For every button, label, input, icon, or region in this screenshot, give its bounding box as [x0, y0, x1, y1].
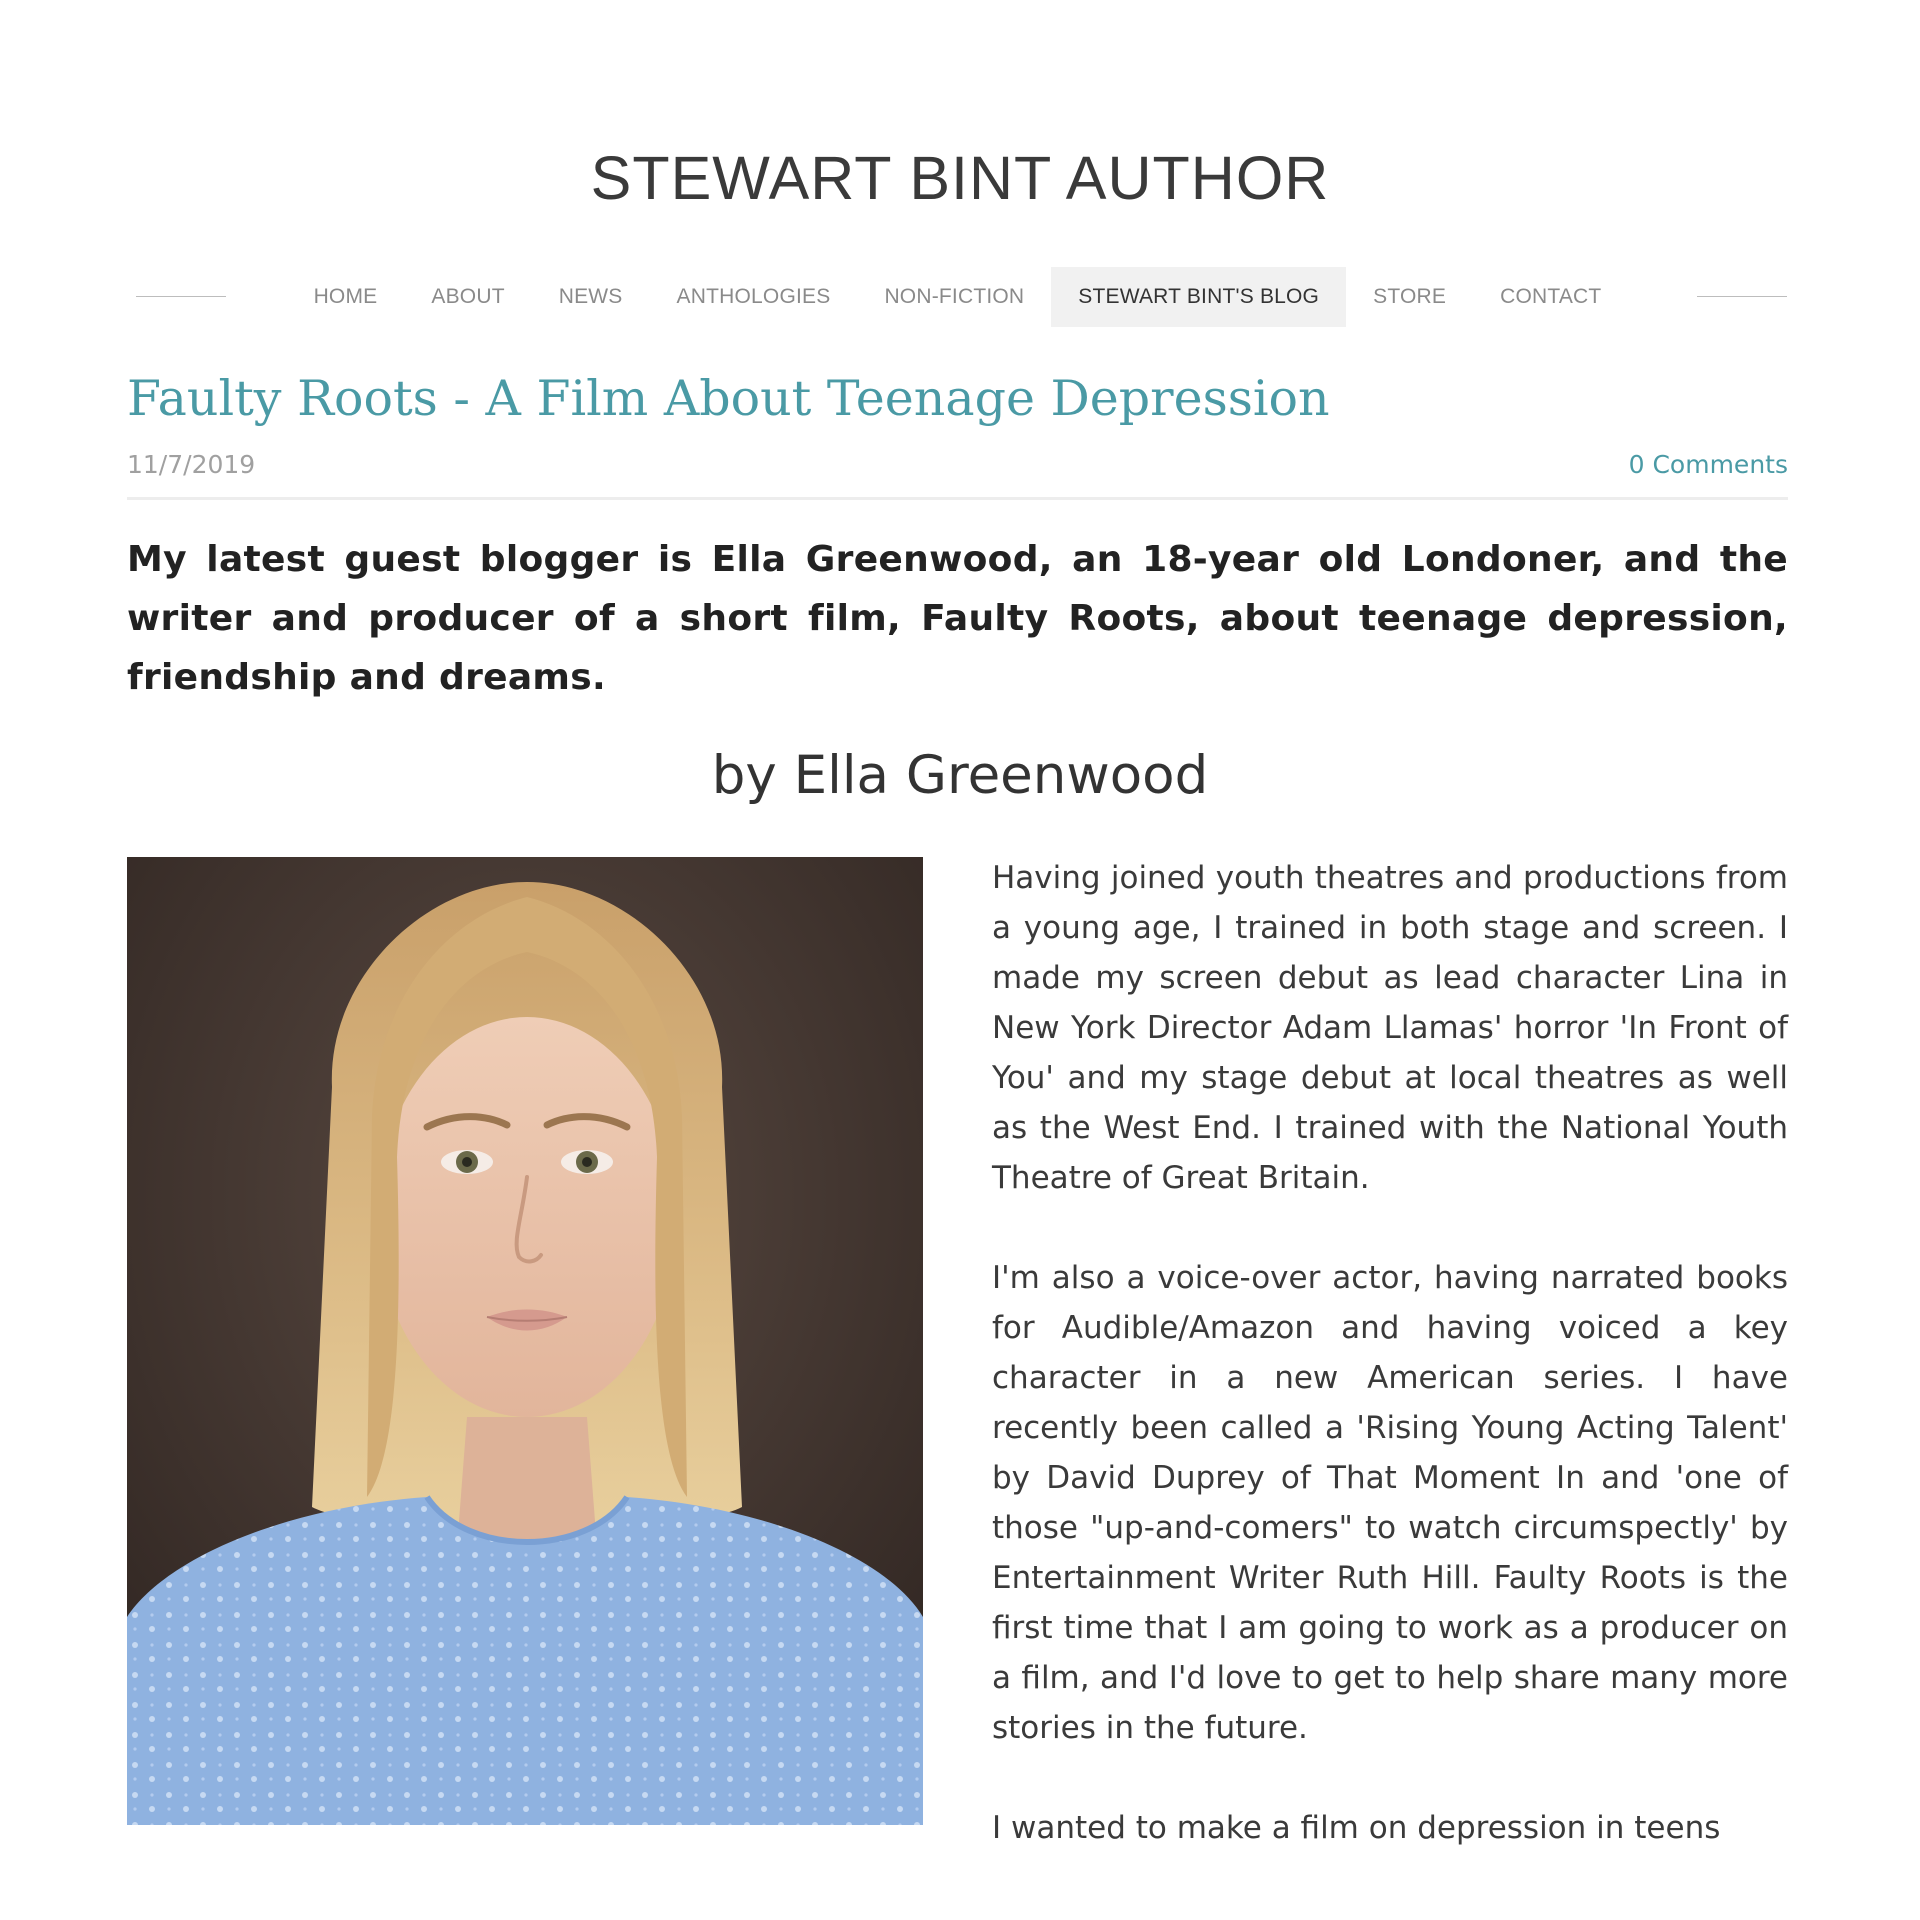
- nav-item-anthologies[interactable]: ANTHOLOGIES: [676, 285, 831, 308]
- body-paragraph: Having joined youth theatres and productions from a young age, I trained in both stage and screen. I made my screen debut as lead character Lina in New York Director Adam Llamas' horror 'In Front of You' and my stage debut at local theatres as well as the West End. I trained with the National Youth Theatre of Great Britain.: [992, 860, 1788, 1196]
- nav-divider-right: [1697, 296, 1787, 297]
- nav-item-blog[interactable]: STEWART BINT'S BLOG: [1051, 267, 1346, 327]
- author-photo: [127, 857, 923, 1825]
- body-paragraph: I'm also a voice-over actor, having narrated books for Audible/Amazon and having voiced a key character in a new American series. I have recently been called a 'Rising Young Acting Talent' by David Duprey of That Moment In and 'one of those "up-and-comers" to watch circumspectly' by Entertainment Writer Ruth Hill. Faulty Roots is the first time that I am going to work as a producer on a film, and I'd love to get to help share many more stories in the future.: [992, 1260, 1788, 1746]
- main-navigation: [127, 267, 1788, 327]
- nav-item-news[interactable]: NEWS: [558, 285, 623, 308]
- nav-item-contact[interactable]: CONTACT: [1500, 285, 1602, 308]
- comments-link[interactable]: 0 Comments: [1628, 450, 1788, 479]
- body-paragraph: I wanted to make a film on depression in teens: [992, 1810, 1721, 1846]
- nav-item-about[interactable]: ABOUT: [431, 285, 505, 308]
- post-intro: My latest guest blogger is Ella Greenwood, an 18-year old Londoner, and the writer and producer of a short film, Faulty Roots, about teenage depression, friendship and dreams.: [127, 539, 1788, 698]
- post-header-divider: [127, 497, 1788, 500]
- nav-items: [127, 267, 1788, 327]
- portrait-illustration: [127, 857, 923, 1825]
- nav-item-store[interactable]: STORE: [1373, 285, 1447, 308]
- nav-item-home[interactable]: HOME: [313, 285, 378, 308]
- nav-item-non-fiction[interactable]: NON-FICTION: [884, 285, 1025, 308]
- post-date: 11/7/2019: [127, 450, 256, 479]
- post-title[interactable]: Faulty Roots - A Film About Teenage Depression: [127, 370, 1330, 427]
- post-body: [992, 853, 1788, 1846]
- site-title[interactable]: STEWART BINT AUTHOR: [590, 144, 1330, 212]
- author-byline: by Ella Greenwood: [711, 745, 1209, 806]
